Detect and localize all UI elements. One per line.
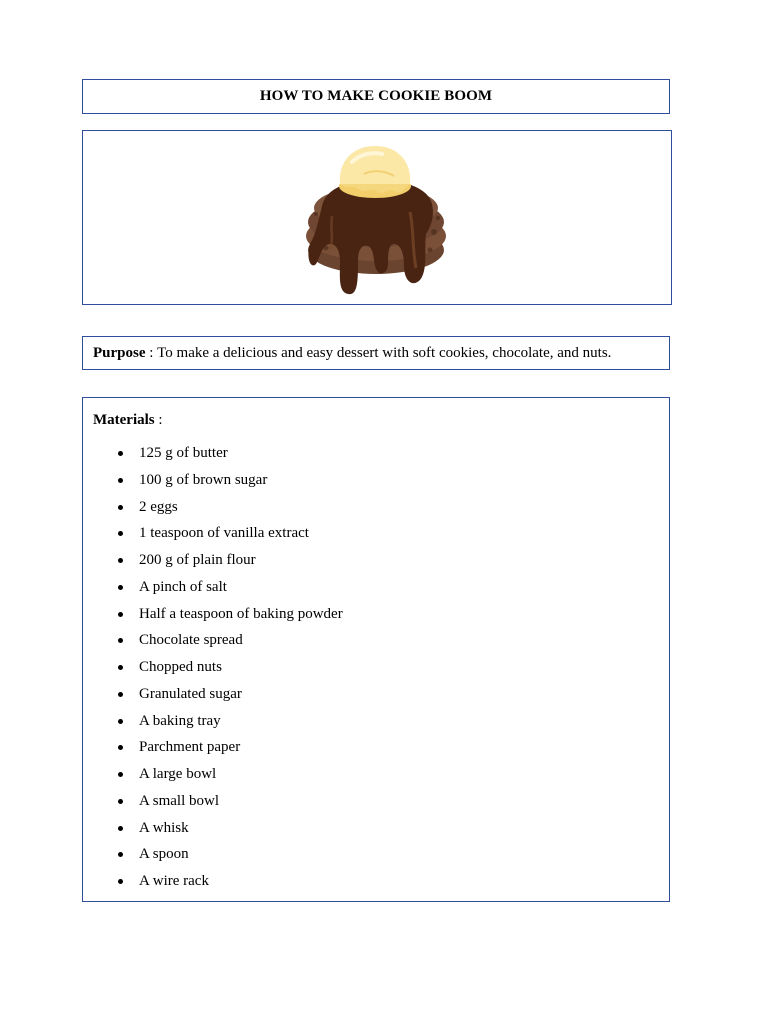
list-item: A whisk xyxy=(93,819,659,846)
list-item: A small bowl xyxy=(93,792,659,819)
list-item: Granulated sugar xyxy=(93,685,659,712)
list-item: 2 eggs xyxy=(93,498,659,525)
purpose-box xyxy=(82,336,670,370)
list-item: A spoon xyxy=(93,845,659,872)
list-item: 100 g of brown sugar xyxy=(93,471,659,498)
purpose-separator: : xyxy=(145,344,158,361)
list-item: 125 g of butter xyxy=(93,444,659,471)
materials-box xyxy=(82,397,670,902)
materials-heading xyxy=(93,412,659,429)
materials-label: Materials xyxy=(93,412,155,428)
list-item: A baking tray xyxy=(93,712,659,739)
list-item: 1 teaspoon of vanilla extract xyxy=(93,524,659,551)
list-item: Chocolate spread xyxy=(93,631,659,658)
purpose-text: To make a delicious and easy dessert with soft cookies, chocolate, and nuts. xyxy=(157,344,612,361)
list-item: Chopped nuts xyxy=(93,658,659,685)
image-box xyxy=(82,130,672,305)
page-title: HOW TO MAKE COOKIE BOOM xyxy=(259,88,493,104)
cookie-dessert-illustration xyxy=(302,140,452,295)
list-item: 200 g of plain flour xyxy=(93,551,659,578)
materials-list xyxy=(93,444,659,899)
list-item: Parchment paper xyxy=(93,738,659,765)
list-item: A large bowl xyxy=(93,765,659,792)
list-item: A wire rack xyxy=(93,872,659,899)
purpose-label: Purpose xyxy=(93,344,146,361)
materials-separator: : xyxy=(154,412,163,428)
list-item: Half a teaspoon of baking powder xyxy=(93,605,659,632)
title-box xyxy=(82,79,670,114)
list-item: A pinch of salt xyxy=(93,578,659,605)
